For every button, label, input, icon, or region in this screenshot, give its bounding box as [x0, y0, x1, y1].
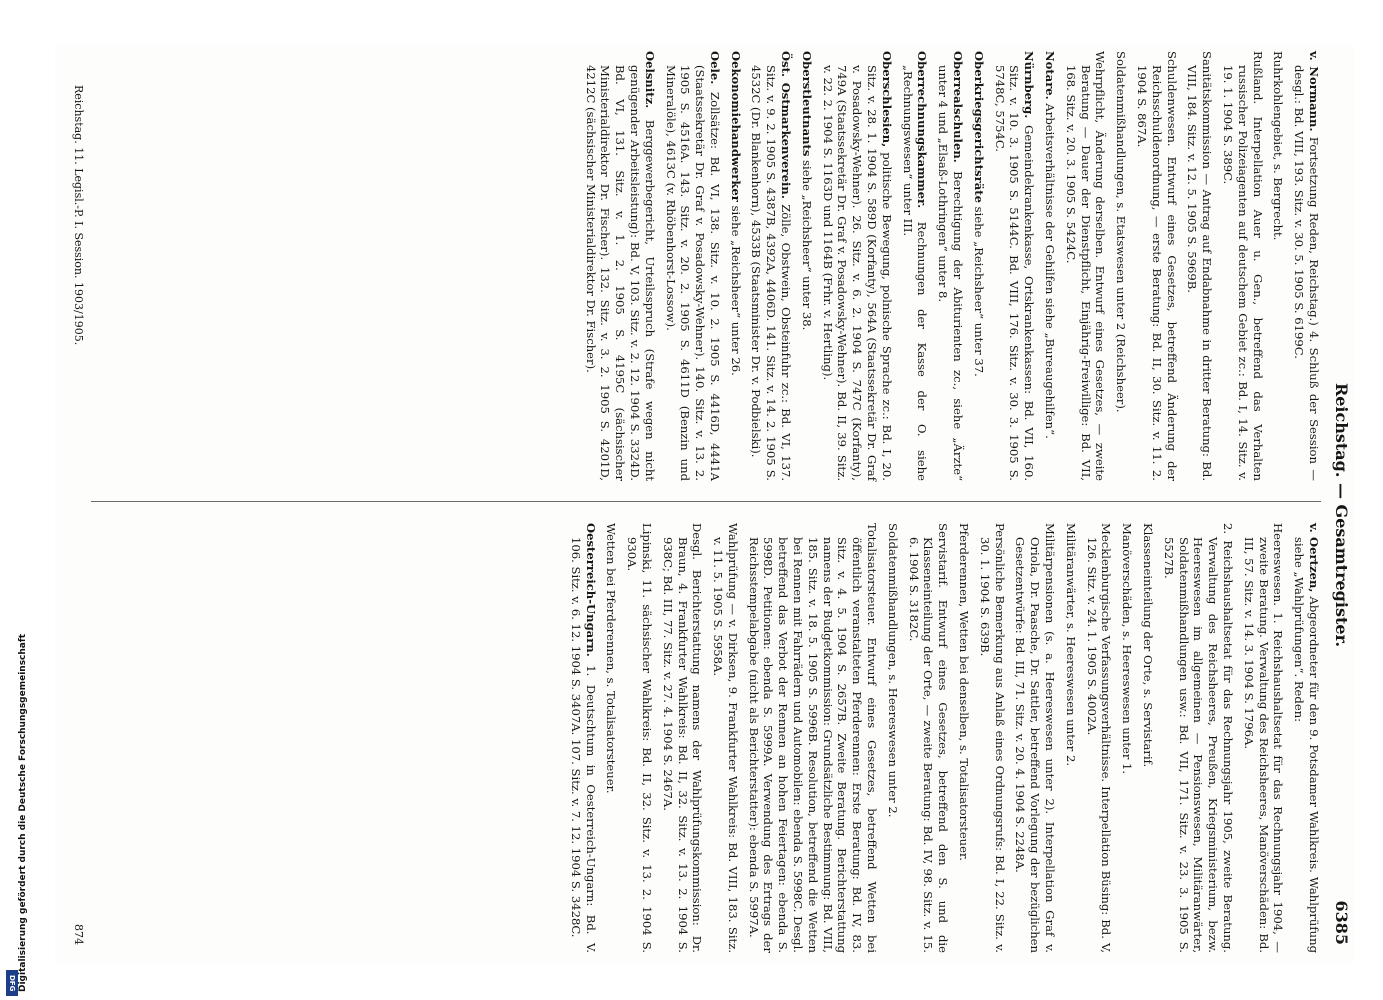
- entry-text: 2. Reichshaushaltsetat für das Rechnungsjahr 1905, zweite Beratung. Verwaltung des Reichsheeres, Preußen, Kriegsministerium, bezw. Heereswesen im allgemeinen — Pensionswesen, Militäranwärter, Soldatenmißhandlungen usw.: Bd. VII, 171. Sitz. v. 23. 3. 1905 S. 5527B.: [1161, 523, 1236, 953]
- register-entry: [1220, 51, 1264, 481]
- entry-text: Zollsätze: Bd. VI, 138. Sitz. v. 10. 2. 1905 S. 4416D, 4441A (Staatssekretär Dr. Graf v. Posadowsky-Wehner). 140. Sitz. v. 13. 2. 1905 S. 4516A. 143. Sitz. v. 20. 2. 1905 S. 4611D (Benzin und Mineralöle), 4613C (v. Rhöbenhorst-Lossow).: [663, 65, 722, 481]
- entry-text: Soldatenmißhandlungen, s. Etatswesen unter 2 (Reichsheer).: [1114, 51, 1129, 413]
- entry-heading: Oberstleutnants: [799, 51, 814, 157]
- entry-text: Arbeitsverhältnisse der Gehilfen siehe „Bureaugehilfen“.: [1043, 103, 1058, 439]
- entry-text: Klasseneinteilung der Orte, s. Servistarif.: [1141, 523, 1156, 768]
- entry-text: Rußland. Interpellation Auer u. Gen., betreffend das Verhalten russischer Polizeiagenten auf deutschem Gebiet zc.: Bd. I, 14. Sitz. v. 19. 1. 1904 S. 389C.: [1221, 51, 1265, 481]
- entry-heading: Oesterreich-Ungarn.: [583, 523, 598, 657]
- register-entry: [935, 51, 965, 481]
- digitization-credit: [6, 0, 28, 1000]
- right-column: [91, 523, 1321, 953]
- register-entry: [568, 523, 598, 953]
- register-entry: [1063, 51, 1107, 481]
- register-entry: [1271, 51, 1286, 481]
- entry-text: Wehrpflicht, Änderung derselben. Entwurf eines Gesetzes, — zweite Beratung — Dauer der Dienstpflicht, Einjährig-Freiwillige: Bd. VII, 168. Sitz. v. 20. 3. 1905 S. 5424C.: [1063, 51, 1108, 481]
- entry-text: Militärpensionen (s. a. Heereswesen unter 2). Interpellation Graf v. Oriola, Dr. Paasche, Dr. Sattler, betreffend Vorlegung der bezüglichen Gesetzentwürfe: Bd. III, 71. Sitz. v. 20. 4. 1904 S. 2248A.: [1013, 523, 1058, 953]
- register-entry: [992, 51, 1036, 481]
- register-entry: [1185, 51, 1215, 481]
- entry-text: Berggewerbegericht, Urteilsspruch (Strafe wegen nicht genügender Arbeitsleistung): Bd. V, 103. Sitz. v. 2. 12. 1904 S. 3324D. Bd. VI, 131. Sitz. v. 1. 2. 1905 S. 4195C (sächsischer Ministerialdirektor Dr. Fischer). 132. Sitz. v. 3. 2. 1905 S. 4201D, 4212C (sächsischer Ministerialdirektor Dr. Fischer).: [583, 65, 657, 481]
- register-entry: [1042, 51, 1057, 481]
- entry-text: Berechtigung der Abiturienten zc., siehe „Ärzte“ unter 4 und „Elsaß-Lothringen“ unter 8.: [936, 65, 966, 481]
- entry-text: Abgeordneter für den 9. Potsdamer Wahlkreis. Wahlprüfung siehe „Wahlprüfungen“. Reden:: [1292, 537, 1321, 954]
- entry-heading: Oberkriegsgerichtsräte: [971, 51, 986, 203]
- footer-session: Reichstag. 11. Legisl.-P. I. Session. 1903/1905.: [72, 85, 85, 346]
- entry-heading: Oekonomiehandwerker: [728, 51, 743, 202]
- register-entry: [1119, 523, 1134, 953]
- entry-text: siehe „Reichsheer“ unter 26.: [728, 205, 743, 376]
- register-entry: [710, 523, 740, 953]
- entry-text: Soldatenmißhandlungen, s. Heereswesen unter 2.: [885, 523, 900, 818]
- page-title: Reichstag. — Gesamtregister.: [1332, 382, 1351, 648]
- register-entry: [971, 51, 986, 481]
- register-entry: [1113, 51, 1128, 481]
- column-divider: [91, 501, 1321, 502]
- register-entry: [663, 51, 722, 481]
- entry-text: Fortsetzung Reden, Reichstag.) 4. Schluß der Session — desgl.: Bd. VIII, 193. Sitz. v. 30. 5. 1905 S. 6199C.: [1292, 65, 1321, 481]
- entry-text: Wahlprüfung — v. Dirksen, 9. Frankfurter Wahlkreis: Bd. VIII, 183. Sitz. v. 11. 5. 1905 S. 5958A.: [711, 523, 740, 953]
- left-column: [91, 51, 1321, 481]
- entry-heading: Öst. Ostmarkenverein.: [779, 51, 794, 199]
- entry-text: Totalisatorsteuer. Entwurf eines Gesetzes, betreffend Wetten bei öffentlich veranstalteten Pferderennen: Erste Beratung: Bd. IV, 83. Sitz. v. 4. 5. 1904 S. 2657B. Zweite Beratung. Berichterstattung namens der Budgetkommission: Grundsätzliche Bestimmung: Bd. VIII, 185. Sitz. v. 18. 5. 1905 S. 5996B. Resolution, betreffend die Wetten bei Rennen mit Fahrrädern und Automobilen: ebenda S. 5998C. Desgl. betreffend das Verbot der Rennen an hohen Feiertagen: ebenda S. 5998D. Petitionen: ebenda S. 5999A. Verwendung des Ertrags der Reichsstempelabgabe (nicht als Berichterstatter): ebenda S. 5997A.: [746, 523, 880, 953]
- register-entry: [1291, 51, 1321, 481]
- register-entry: [1134, 51, 1178, 481]
- entry-heading: Nürnberg.: [1022, 51, 1037, 119]
- register-entry: [583, 51, 657, 481]
- entry-text: Pferderennen, Wetten bei denselben, s. Totalisatorsteuer.: [957, 523, 972, 861]
- register-entry: [746, 523, 879, 953]
- register-entry: [660, 523, 704, 953]
- register-entry: [1013, 523, 1057, 953]
- footer-page-number: 874: [72, 924, 85, 945]
- register-entry: [749, 51, 793, 481]
- entry-text: Heereswesen. 1. Reichshaushaltsetat für das Rechnungsjahr 1904, — zweite Beratung. Verwaltung des Reichsheeres, Manöverschäden: Bd. III, 57. Sitz. v. 14. 3. 1904 S. 1796A.: [1241, 523, 1286, 953]
- entry-heading: Oberschlesien,: [879, 51, 894, 148]
- page-footer: [67, 85, 85, 945]
- register-entry: [977, 523, 1007, 953]
- entry-text: Ruhrkohlengebiet, s. Bergrecht.: [1271, 51, 1286, 241]
- register-entry: [604, 523, 619, 953]
- register-entry: [624, 523, 654, 953]
- entry-text: Lipinski, 11. sächsischer Wahlkreis: Bd. II, 32. Sitz. v. 13. 2. 1904 S. 930A.: [625, 523, 654, 953]
- entry-text: Sanitätskommission — Antrag auf Endabnahme in dritter Beratung: Bd. VIII, 184. Sitz. v. 12. 5. 1905 S. 5969B.: [1185, 51, 1215, 481]
- register-entry: [906, 523, 950, 953]
- entry-heading: Notare.: [1043, 51, 1058, 100]
- register-entry: [1063, 523, 1078, 953]
- entry-text: Militäranwärter, s. Heereswesen unter 2.: [1063, 523, 1078, 767]
- register-entry: [900, 51, 930, 481]
- entry-text: Schuldenwesen. Entwurf eines Gesetzes, betreffend Änderung der Reichsschuldenordnung, — erste Beratung: Bd. II, 30. Sitz. v. 11. 2. 1904 S. 867A.: [1135, 51, 1179, 481]
- entry-heading: v. Normann.: [1307, 51, 1321, 132]
- entry-text: Persönliche Bemerkung aus Anlaß eines Ordnungsrufs: Bd. I, 22. Sitz. v. 30. 1. 1904 S. 639B.: [977, 523, 1007, 953]
- register-sheet: [55, 45, 1355, 963]
- entry-heading: Oberrealschulen.: [951, 51, 966, 163]
- register-entry: [728, 51, 743, 481]
- register-entry: [1084, 523, 1114, 953]
- entry-text: siehe „Reichsheer“ unter 38.: [799, 160, 814, 331]
- register-entry: [885, 523, 900, 953]
- entry-text: Desgl. Berichterstattung namens der Wahlprüfungskommission: Dr. Braun, 4. Frankfurter Wahlkreis: Bd. II, 32. Sitz. v. 13. 2. 1904 S. 938C; Bd. III, 77. Sitz. v. 27. 4. 1904 S. 2467A.: [660, 523, 705, 953]
- entry-text: 1. Deutschtum in Oesterreich-Ungarn: Bd. V. 106. Sitz. v. 6. 12. 1904 S. 3407A. 107. Sitz. v. 7. 12. 1904 S. 3428C.: [568, 537, 598, 953]
- entry-text: Servistarif. Entwurf eines Gesetzes, betreffend den S. und die Klasseneinteilung der Orte, — zweite Beratung: Bd. IV, 98. Sitz. v. 15. 6. 1904 S. 3182C.: [906, 523, 951, 953]
- entry-text: Zölle, Obstwein, Obsteinfuhr zc.: Bd. VI, 137. Sitz. v. 9. 2. 1905 S. 4387B, 4392A, 4406D. 141. Sitz. v. 14. 2. 1905 S. 4532C (Dr. Blankenhorn), 4533B (Staatsminister Dr. v. Podbielski).: [749, 65, 794, 482]
- register-entry: [820, 51, 894, 481]
- register-entry: [1291, 523, 1321, 953]
- register-entry: [1161, 523, 1235, 953]
- entry-heading: Oele.: [707, 51, 722, 85]
- page-header: [1329, 85, 1351, 945]
- entry-text: Gemeindekrankenkasse, Ortskrankenkassen: Bd. VII, 160. Sitz. v. 10. 3. 1905 S. 5144C. Bd. VIII, 176. Sitz. v. 30. 3. 1905 S. 5748C, 5754C.: [992, 65, 1037, 482]
- entry-text: Manöverschäden, s. Heereswesen unter 1.: [1120, 523, 1135, 775]
- entry-text: siehe „Reichsheer“ unter 37.: [971, 206, 986, 377]
- register-entry: [956, 523, 971, 953]
- register-entry: [1241, 523, 1285, 953]
- entry-heading: v. Oertzen,: [1307, 523, 1321, 593]
- register-entry: [1140, 523, 1155, 953]
- page-number: 6385: [1332, 900, 1351, 945]
- credit-text: Digitalisierung gefördert durch die Deutsche Forschungsgemeinschaft: [18, 633, 28, 992]
- entry-text: Rechnungen der Kasse der O. siehe „Rechnungswesen“ unter III.: [900, 65, 930, 481]
- entry-text: Mecklenburgische Verfassungsverhältnisse. Interpellation Büsing: Bd. V, 126. Sitz. v. 24. 1. 1905 S. 4002A.: [1084, 523, 1114, 953]
- register-entry: [799, 51, 814, 481]
- entry-heading: Oelsnitz.: [642, 51, 657, 109]
- entry-text: Wetten bei Pferderennen, s. Totalisatorsteuer.: [604, 523, 619, 794]
- dfg-logo: DFG: [6, 970, 18, 996]
- entry-text: politische Bewegung, polnische Sprache zc.: Bd. I, 20. Sitz. v. 28. 1. 1904 S. 589D (Korfanty), 564A (Staatssekretär Dr. Graf v. Posadowsky-Wehner). 26. Sitz. v. 6. 2. 1904 S. 747C (Korfanty), 749A (Staatssekretär Dr. Graf v. Posadowsky-Wehner). Bd. II, 39. Sitz. v. 22. 2. 1904 S. 1163D und 1164B (Frhr. v. Hertling).: [820, 65, 894, 481]
- entry-heading: Oberrechnungskammer.: [915, 51, 930, 209]
